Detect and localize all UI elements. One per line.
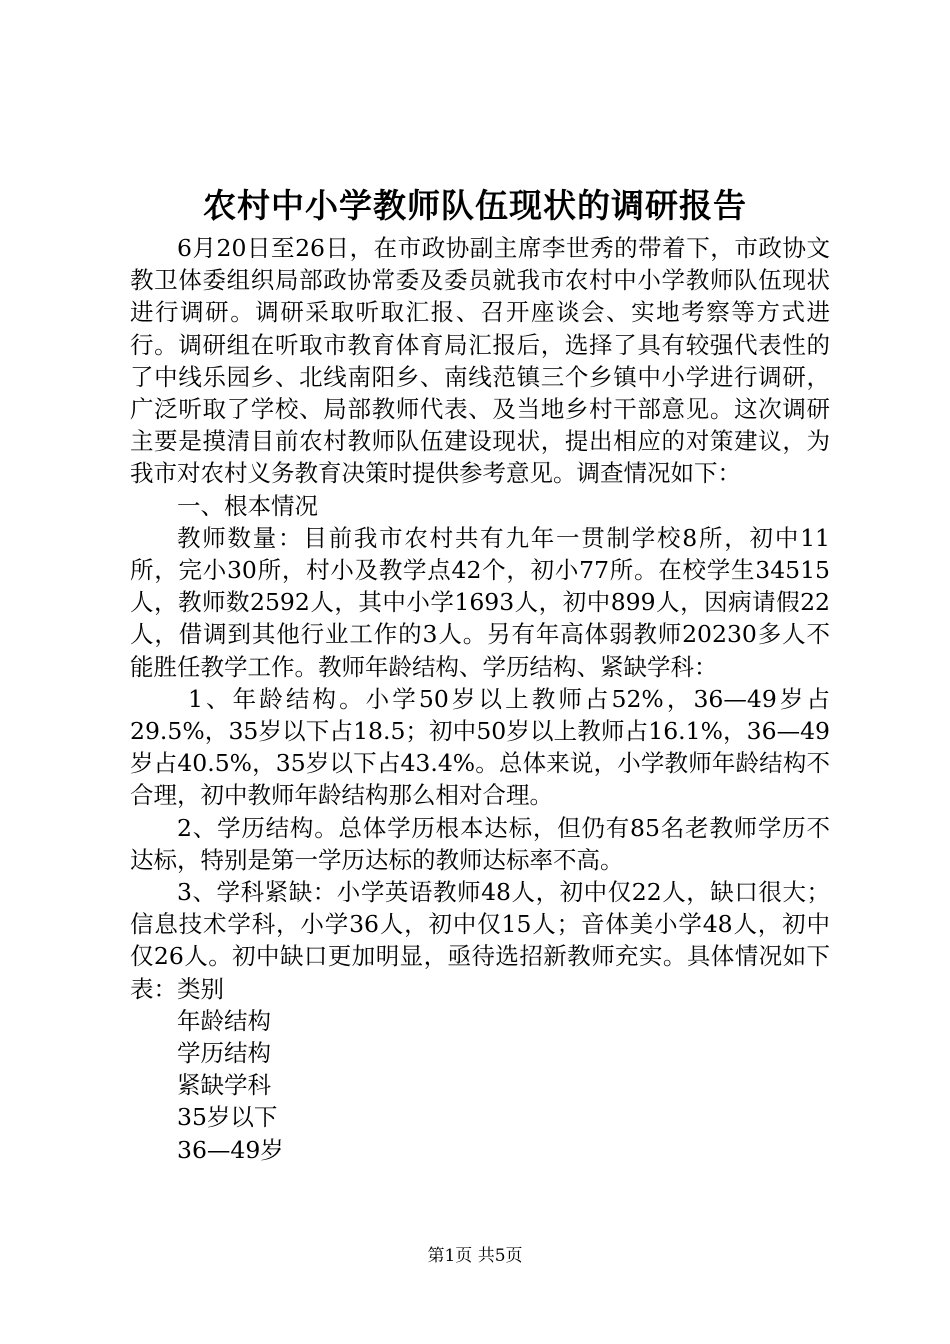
table-fragment-line: 年龄结构 — [177, 1006, 271, 1035]
page-number-footer: 第1页 共5页 — [427, 1246, 523, 1266]
table-fragment-line: 36—49岁 — [177, 1135, 284, 1164]
teacher-count-paragraph: 教师数量：目前我市农村共有九年一贯制学校8所，初中11所，完小30所，村小及教学点42个，初小77所。在校学生34515人，教师数2592人，其中小学1693人，初中899人，因病请假22人，借调到其他行业工作的3人。另有年高体弱教师20230多人不能胜任教学工作。教师年龄结构、学历结构、紧缺学科： — [130, 523, 830, 681]
intro-paragraph: 6月20日至26日，在市政协副主席李世秀的带着下，市政协文教卫体委组织局部政协常委及委员就我市农村中小学教师队伍现状进行调研。调研采取听取汇报、召开座谈会、实地考察等方式进行。调研组在听取市教育体育局汇报后，选择了具有较强代表性的了中线乐园乡、北线南阳乡、南线范镇三个乡镇中小学进行调研，广泛听取了学校、局部教师代表、及当地乡村干部意见。这次调研主要是摸清目前农村教师队伍建设现状，提出相应的对策建议，为我市对农村义务教育决策时提供参考意见。调查情况如下： — [130, 234, 830, 488]
table-fragment-line: 35岁以下 — [177, 1103, 278, 1132]
table-fragment-line: 学历结构 — [177, 1039, 271, 1068]
table-fragment-line: 紧缺学科 — [177, 1071, 271, 1100]
section-heading: 一、根本情况 — [177, 491, 318, 520]
subject-shortage-paragraph: 3、学科紧缺：小学英语教师48人，初中仅22人，缺口很大；信息技术学科，小学36人，初中仅15人；音体美小学48人，初中仅26人。初中缺口更加明显，亟待选招新教师充实。具体情况如下表：类别 — [130, 878, 830, 1003]
document-body — [130, 232, 830, 1166]
education-structure-paragraph: 2、学历结构。总体学历根本达标，但仍有85名老教师学历不达标，特别是第一学历达标的教师达标率不高。 — [130, 813, 830, 874]
document-title: 农村中小学教师队伍现状的调研报告 — [203, 186, 747, 225]
age-structure-paragraph: 1、年龄结构。小学50岁以上教师占52%，36—49岁占29.5%，35岁以下占18.5；初中50岁以上教师占16.1%，36—49岁占40.5%，35岁以下占43.4%。总体来说，小学教师年龄结构不合理，初中教师年龄结构那么相对合理。 — [130, 684, 830, 810]
